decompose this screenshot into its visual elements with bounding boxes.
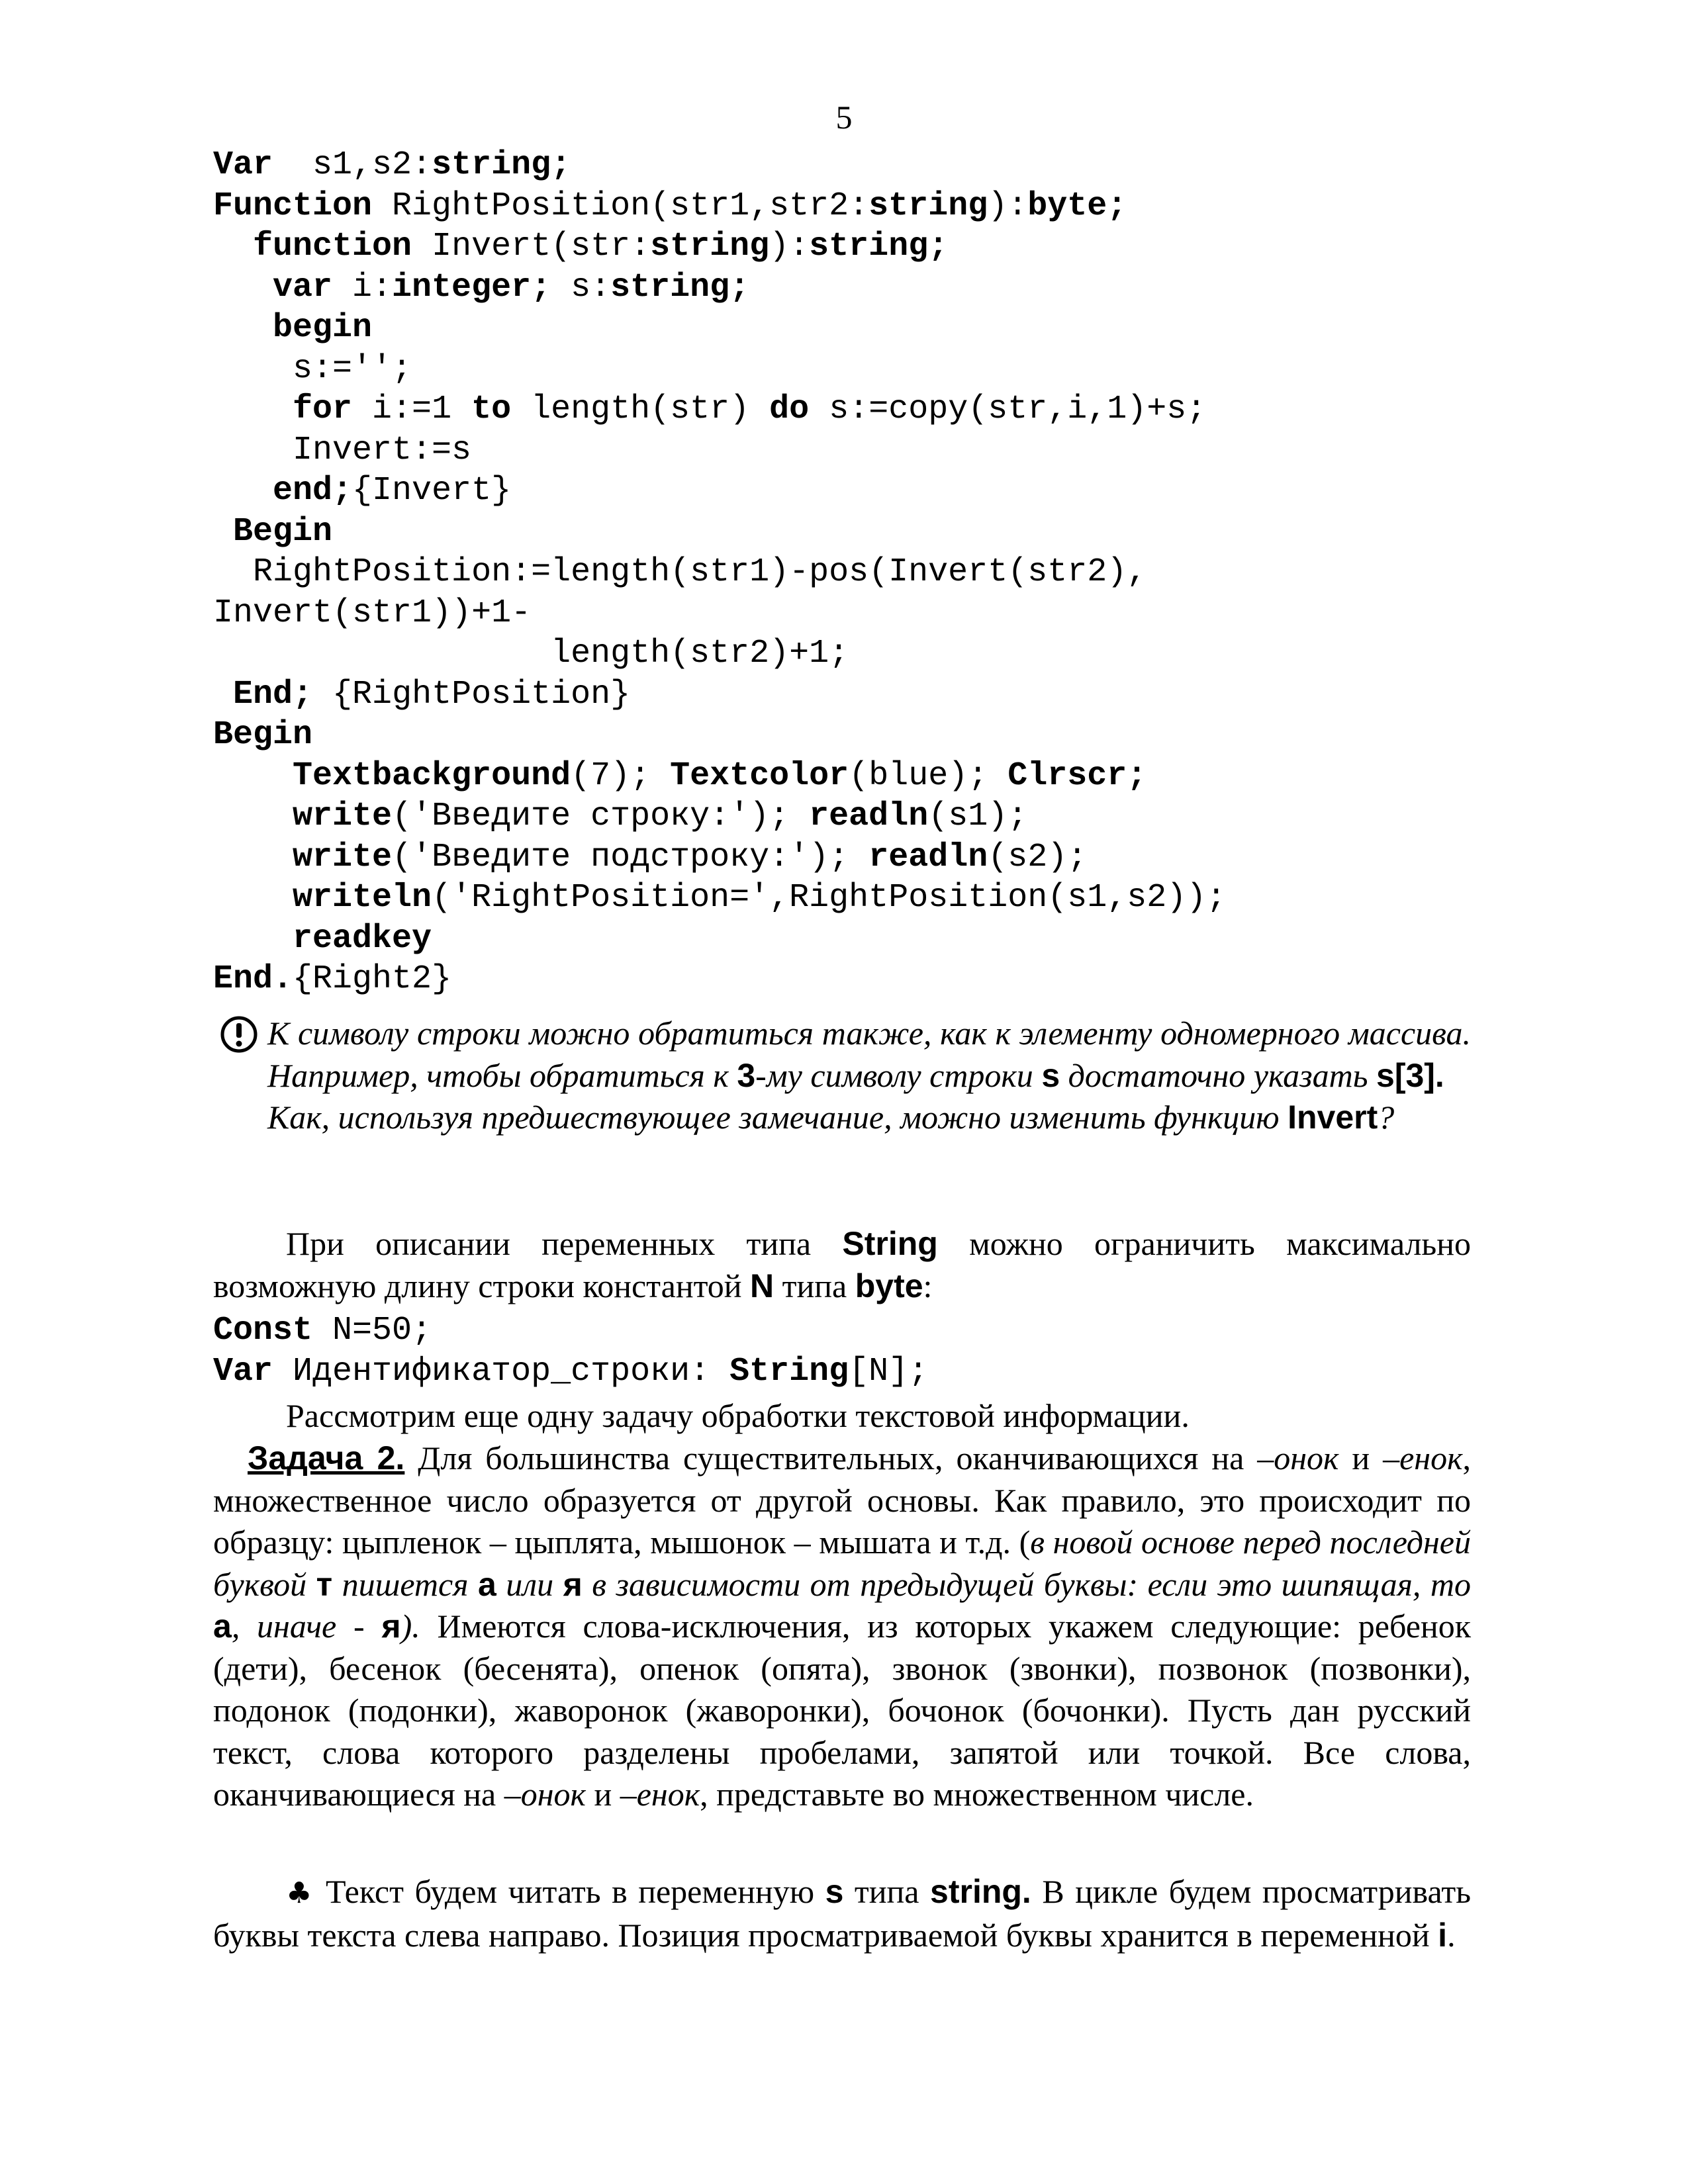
code-keyword: Var xyxy=(213,146,273,184)
code-keyword: begin xyxy=(273,309,373,347)
code-keyword: readln xyxy=(809,797,929,835)
task-2-paragraph: Задача 2. Для большинства существительных, оканчивающихся на –онок и –енок, множественное число образуется от другой основы. Как правило, это происходит по образцу: цыпленок – цыплята, мышонок – мышата и т.д. (в новой основе перед последней буквой т пишется а или я в зависимости от предыдущей буквы: если это шипящая, то а, иначе - я). Имеются слова-исключения, из которых укажем следующие: ребенок (дети), бесенок (бесенята), опенок (опята), звонок (звонки), позвонок (позвонки), подонок (подонки), жаворонок (жаворонки), бочонок (бочонки). Пусть дан русский текст, слова которого разделены пробелами, запятой или точкой. Все слова, оканчивающиеся на –онок и –енок, представьте во множественном числе. xyxy=(213,1439,1472,1813)
code-line xyxy=(213,145,1603,186)
code-text xyxy=(213,676,233,713)
code-keyword: var xyxy=(273,268,333,306)
code-line xyxy=(213,959,1603,1000)
code-keyword: Begin xyxy=(233,512,333,551)
code-text: Invert(str: xyxy=(412,228,651,265)
code-keyword: Textbackground xyxy=(293,756,571,795)
task-label: Задача 2. xyxy=(248,1439,405,1477)
code-text xyxy=(213,228,253,265)
code-line xyxy=(213,633,1603,674)
note-block xyxy=(213,1013,1471,1139)
code-keyword: Begin xyxy=(213,716,313,754)
code-keyword: Function xyxy=(213,187,373,225)
code-text: i: xyxy=(332,268,393,306)
code-block-rightposition xyxy=(213,145,1603,1000)
code-text: ('Введите строку:'); xyxy=(392,797,810,835)
code-text: ('Введите подстроку:'); xyxy=(392,838,869,876)
code-keyword: string xyxy=(868,187,988,225)
club-icon: ♣ xyxy=(286,1876,315,1910)
code-keyword: string xyxy=(650,228,770,265)
code-keyword: Const xyxy=(213,1312,313,1349)
code-line xyxy=(213,512,1603,553)
code-keyword: integer; xyxy=(392,268,551,306)
code-text: (s1); xyxy=(928,797,1028,835)
code-keyword: String xyxy=(729,1352,849,1390)
code-text xyxy=(213,309,273,347)
code-line xyxy=(213,837,1603,878)
code-keyword: Clrscr; xyxy=(1008,756,1147,795)
code-text: [N]; xyxy=(849,1352,929,1390)
code-text: i:=1 xyxy=(352,390,472,428)
code-keyword: string; xyxy=(432,146,571,184)
code-keyword: do xyxy=(769,390,810,428)
code-block-const xyxy=(213,1310,1603,1392)
code-keyword: readkey xyxy=(293,919,432,958)
code-text: Invert:=s xyxy=(213,431,472,469)
code-keyword: readln xyxy=(868,838,988,876)
code-line xyxy=(213,430,1603,471)
exclamation-circle-icon xyxy=(220,1015,258,1054)
code-line xyxy=(213,919,1603,960)
code-keyword: function xyxy=(253,228,412,265)
code-line xyxy=(213,593,1603,634)
code-keyword: End. xyxy=(213,960,293,998)
code-keyword: for xyxy=(293,390,353,428)
code-text: Invert(str1))+1- xyxy=(213,594,532,632)
code-text: {RightPosition} xyxy=(312,675,631,713)
code-text xyxy=(213,513,233,551)
code-line xyxy=(213,389,1603,430)
code-keyword: writeln xyxy=(293,879,432,917)
code-keyword: Var xyxy=(213,1352,273,1390)
code-text: ('RightPosition=',RightPosition(s1,s2)); xyxy=(432,879,1227,917)
code-text: RightPosition:=length(str1)-pos(Invert(str2), xyxy=(213,553,1147,591)
code-line xyxy=(213,1351,1603,1392)
code-keyword: string; xyxy=(809,228,949,265)
code-text xyxy=(213,797,293,835)
code-line xyxy=(213,756,1603,797)
code-text: {Right2} xyxy=(293,960,452,998)
code-keyword: end; xyxy=(273,472,353,510)
code-text: s:=''; xyxy=(213,349,412,388)
code-text: length(str) xyxy=(511,390,770,428)
code-text: (s2); xyxy=(988,838,1088,876)
code-keyword: Textcolor xyxy=(670,756,849,795)
code-keyword: to xyxy=(471,390,512,428)
code-text xyxy=(213,757,293,795)
code-text xyxy=(213,839,293,876)
code-line xyxy=(213,349,1603,390)
code-text: N=50; xyxy=(312,1312,432,1349)
code-text: RightPosition(str1,str2: xyxy=(372,187,869,225)
code-text: (blue); xyxy=(849,756,1008,795)
code-text xyxy=(213,920,293,958)
solution-paragraph: ♣ Текст будем читать в переменную s типа string. В цикле будем просматривать буквы текста слева направо. Позиция просматриваемой буквы хранится в переменной i. xyxy=(213,1873,1472,1954)
code-keyword: End; xyxy=(233,675,313,713)
code-line xyxy=(213,878,1603,919)
code-keyword: write xyxy=(293,838,393,876)
code-keyword: write xyxy=(293,797,393,835)
code-text xyxy=(213,269,273,306)
code-text: Идентификатор_строки: xyxy=(273,1352,730,1390)
code-text xyxy=(213,472,273,510)
code-keyword: string; xyxy=(610,268,750,306)
note-paragraph-1: К символу строки можно обратиться также, как к элементу одномерного массива. Например, чтобы обратиться к 3-му символу строки s достаточно указать s[3]. xyxy=(267,1015,1471,1094)
code-line xyxy=(213,226,1603,267)
intro-paragraph: Рассмотрим еще одну задачу обработки текстовой информации. xyxy=(286,1397,1190,1434)
code-line xyxy=(213,552,1603,593)
code-text: length(str2)+1; xyxy=(213,635,849,672)
code-text: s1,s2: xyxy=(273,146,432,184)
note-paragraph-2: Как, используя предшествующее замечание, можно изменить функцию Invert? xyxy=(267,1099,1395,1136)
code-line xyxy=(213,267,1603,308)
string-length-paragraph: При описании переменных типа String можно ограничить максимально возможную длину строки константой N типа byte: xyxy=(213,1225,1471,1304)
code-text: {Invert} xyxy=(352,472,512,510)
code-text: s: xyxy=(551,268,611,306)
code-line xyxy=(213,186,1603,227)
code-line xyxy=(213,674,1603,715)
code-text xyxy=(213,879,293,917)
code-line xyxy=(213,796,1603,837)
code-text: s:=copy(str,i,1)+s; xyxy=(809,390,1207,428)
code-text xyxy=(213,390,293,428)
page-number: 5 xyxy=(835,99,853,136)
code-line xyxy=(213,471,1603,512)
code-text: (7); xyxy=(571,756,671,795)
code-text: ): xyxy=(769,228,810,265)
code-keyword: byte; xyxy=(1027,187,1127,225)
code-text: ): xyxy=(988,187,1028,225)
code-line xyxy=(213,308,1603,349)
code-line xyxy=(213,1310,1603,1351)
code-line xyxy=(213,715,1603,756)
